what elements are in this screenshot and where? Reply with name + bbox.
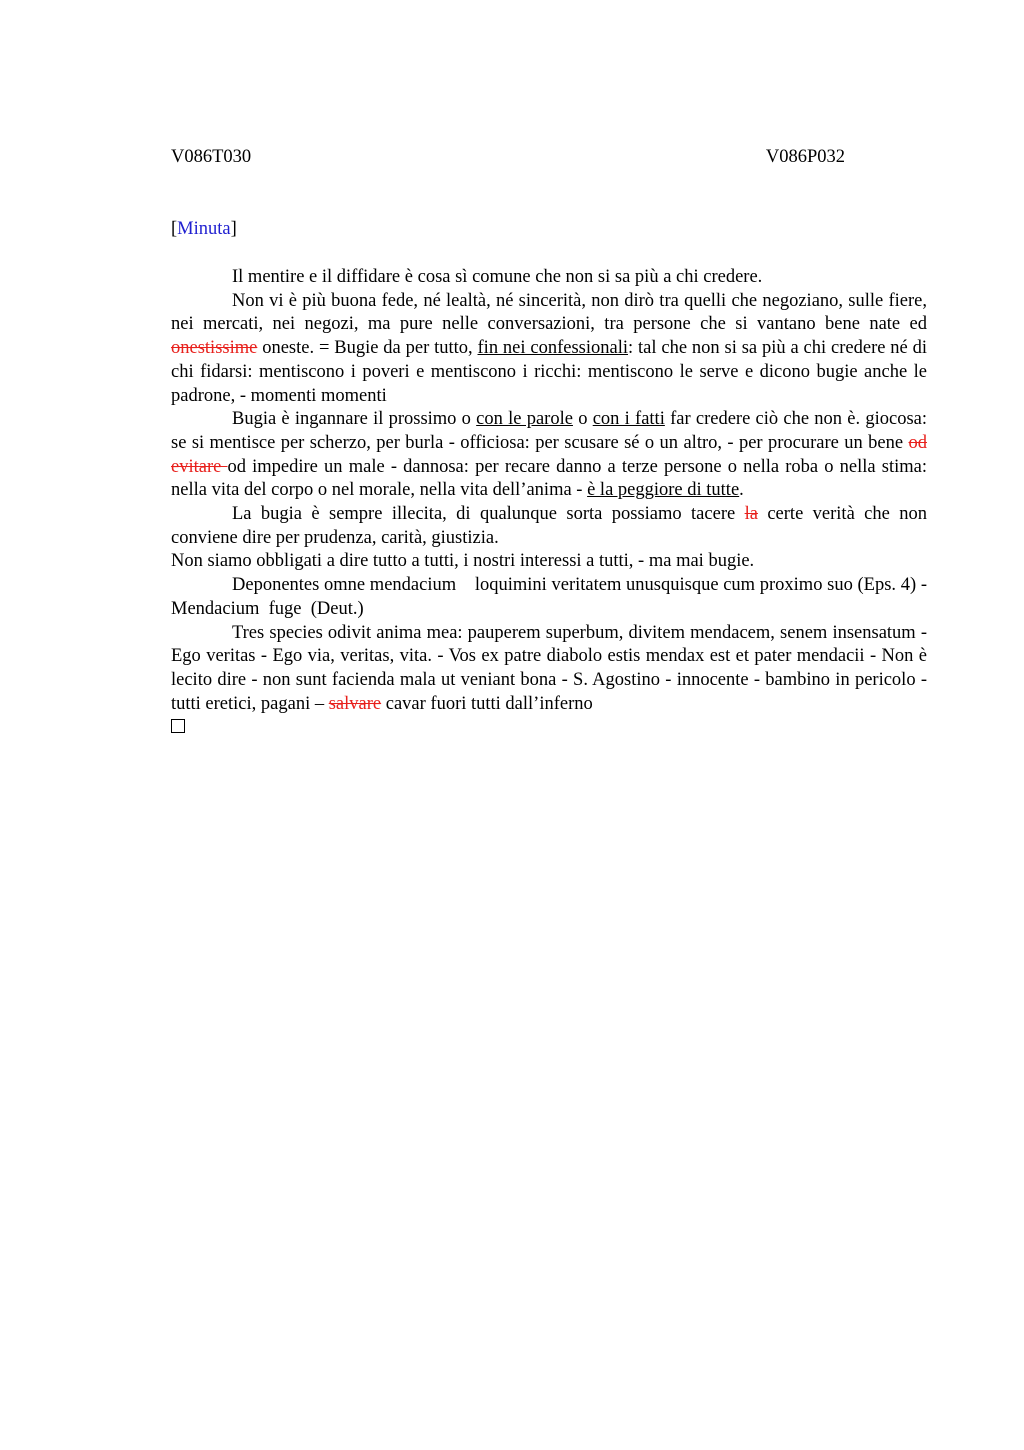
p7-text-2: cavar fuori tutti dall’inferno bbox=[381, 693, 593, 714]
p3-text-5: . bbox=[739, 480, 744, 501]
paragraph-7 bbox=[171, 622, 927, 717]
p4-strikethrough-1: la bbox=[744, 504, 758, 525]
paragraph-3 bbox=[171, 408, 927, 503]
p2-strikethrough-1: onestissime bbox=[171, 338, 258, 359]
p2-underline-1: fin nei confessionali bbox=[477, 338, 629, 359]
p3-text-4: od impedire un male - dannosa: per recare danno a terze persone o nella roba o nella stima: nella vita del corpo o nel morale, nella vita dell’anima - bbox=[171, 456, 927, 501]
label-open-bracket: [ bbox=[171, 219, 178, 239]
p2-text-1: Non vi è più buona fede, né lealtà, né sincerità, non dirò tra quelli che negoziano, sulle fiere, nei mercati, nei negozi, ma pure nelle conversazioni, tra persone che si vantano bene nate ed bbox=[171, 290, 927, 335]
p7-text-1: Tres species odivit anima mea: pauperem superbum, divitem mendacem, senem insensatum - Ego veritas - Ego via, veritas, vita. - Vos ex patre diabolo estis mendax est et pater mendacii - Non è lecito dire - non sunt facienda mala ut veniant bona - S. Agostino - innocente - bambino in pericolo - tutti eretici, pagani – bbox=[171, 622, 927, 714]
p4-text-2: certe verità che non conviene dire per prudenza, carità, giustizia. bbox=[171, 504, 927, 548]
paragraph-6 bbox=[171, 574, 932, 621]
p4-text-1: La bugia è sempre illecita, di qualunque sorta possiamo tacere bbox=[232, 504, 745, 525]
p3-text-3: far credere ciò che non è. giocosa: se si mentisce per scherzo, per burla - officiosa: per scusare sé o un altro, - per procurare un bene bbox=[171, 409, 928, 453]
p2-text-2: oneste. = Bugie da per tutto, bbox=[257, 338, 478, 359]
header-right-code: V086P032 bbox=[765, 147, 845, 167]
paragraph-2 bbox=[171, 290, 927, 409]
p3-text-1: Bugia è ingannare il prossimo o bbox=[232, 409, 477, 430]
end-marker-line bbox=[171, 716, 927, 740]
p1-text: Il mentire e il diffidare è cosa sì comune che non si sa più a chi credere. bbox=[232, 267, 763, 287]
p5-text: Non siamo obbligati a dire tutto a tutti, i nostri interessi a tutti, - ma mai bugie. bbox=[171, 551, 755, 572]
header-left-code: V086T030 bbox=[171, 147, 252, 167]
paragraph-5 bbox=[171, 550, 927, 574]
document-page bbox=[171, 146, 932, 740]
p3-text-2: o bbox=[572, 409, 593, 430]
paragraph-1 bbox=[171, 266, 927, 290]
label-minuta: Minuta bbox=[177, 219, 231, 239]
section-label bbox=[171, 218, 927, 242]
end-square-icon bbox=[171, 719, 185, 733]
p6-text: Deponentes omne mendacium loquimini veritatem unusquisque cum proximo suo (Eps. 4) - Mendacium fuge (Deut.) bbox=[171, 575, 932, 619]
p3-strikethrough-1: od evitare bbox=[171, 432, 927, 477]
paragraph-4 bbox=[171, 503, 927, 550]
document-header bbox=[171, 146, 845, 170]
label-close-bracket: ] bbox=[230, 219, 237, 239]
p3-underline-3: è la peggiore di tutte bbox=[587, 480, 740, 501]
p3-underline-2: con i fatti bbox=[592, 409, 665, 430]
document-body bbox=[171, 266, 932, 740]
p2-text-3: : tal che non si sa più a chi credere né di chi fidarsi: mentiscono i poveri e mentiscono i ricchi: mentiscono le serve e dicono bugie anche le padrone, - momenti momenti bbox=[171, 338, 928, 406]
p7-strikethrough-1: salvare bbox=[328, 693, 382, 714]
p3-underline-1: con le parole bbox=[476, 409, 573, 430]
